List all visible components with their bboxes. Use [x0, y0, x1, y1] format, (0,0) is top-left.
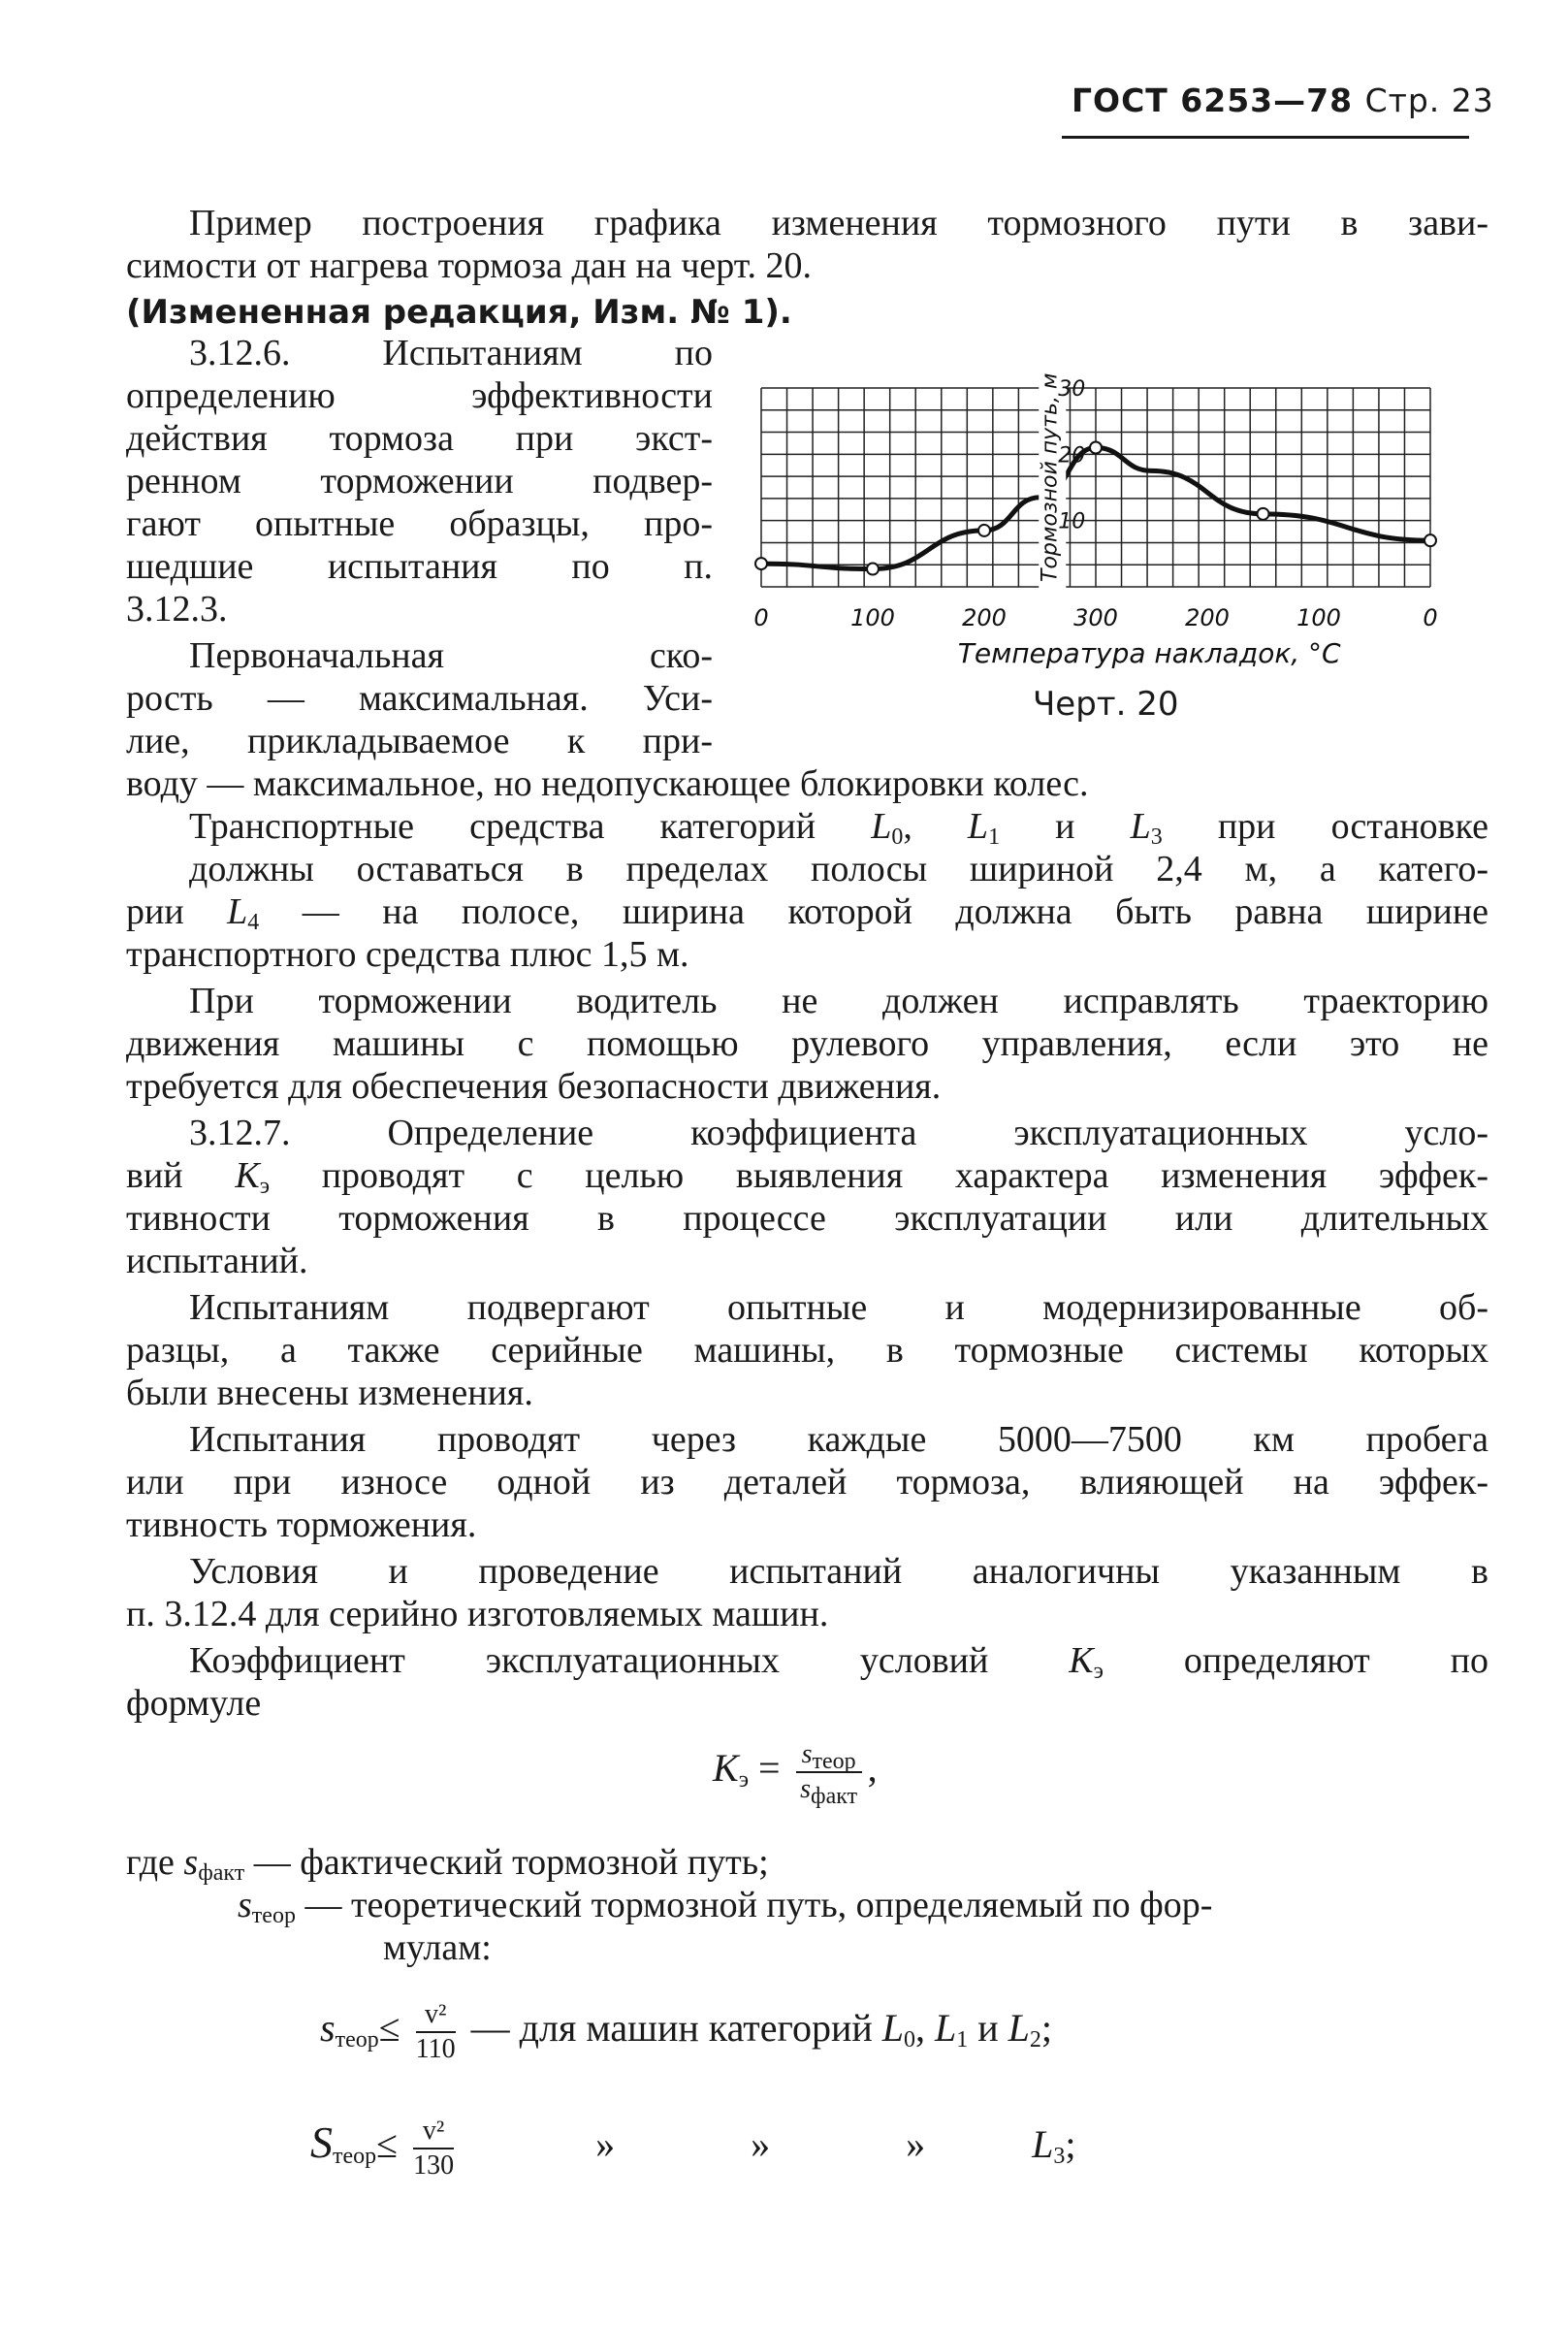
x-tick-label: 200 [962, 604, 1007, 631]
left-col-line-2: определению эффективности [126, 375, 713, 416]
p6-line-2: или при износе одной из деталей тормоза, влияющей на эффек- [126, 1462, 1488, 1503]
data-point [755, 558, 767, 569]
p3-line-1: При торможении водитель не должен исправлять траекторию [189, 981, 1488, 1021]
data-point [1258, 508, 1269, 520]
left-col-line-6: шедшие испытания по п. [126, 546, 713, 587]
braking-distance-chart [737, 359, 1455, 669]
p8-line-2: формуле [126, 1683, 262, 1724]
figure-20 [737, 359, 1455, 737]
left-col-line-4: ренном торможении подвер- [126, 461, 713, 501]
standard-number: ГОСТ 6253—78 [1072, 81, 1354, 119]
left-col-line-3: действия тормоза при экст- [126, 418, 713, 459]
p4-line-1: 3.12.7. Определение коэффициента эксплуатационных усло- [189, 1113, 1488, 1153]
page-header [1072, 81, 1494, 119]
p5-line-1: Испытаниям подвергают опытные и модернизированные об- [189, 1287, 1488, 1328]
p1-tail: воду — максимальное, но недопускающее блокировки колес. [126, 763, 1089, 804]
data-point [867, 564, 879, 575]
fraction: $\frac{s_{теор}}{s_{факт}}$ [796, 1738, 862, 1806]
x-tick-label: 200 [1185, 604, 1230, 631]
p2-line-3: рии $L_4$ — на полосе, ширина которой должна быть равна ширине [126, 891, 1489, 935]
left-col-line-1: 3.12.6. Испытаниям по [189, 333, 713, 373]
p4-line-4: испытаний. [126, 1241, 308, 1281]
header-rule [1062, 136, 1469, 139]
page-number: Стр. 23 [1364, 81, 1494, 119]
p6-line-3: тивность торможения. [126, 1504, 477, 1545]
p8-line-1: Коэффициент эксплуатационных условий $K_э$ определяют по [189, 1640, 1488, 1684]
left-col-line-5: гают опытные образцы, про- [126, 503, 713, 544]
p4-line-2: вий $K_э$ проводят с целью выявления характера изменения эффек- [126, 1155, 1489, 1199]
p6-line-1: Испытания проводят через каждые 5000—7500 км пробега [189, 1419, 1488, 1460]
p2-line-1: Транспортные средства категорий $L_0$, $L_1$ и $L_3$ при остановке [189, 806, 1488, 850]
x-axis-label: Температура накладок, °С [957, 637, 1341, 669]
y-tick-label: 10 [1058, 509, 1086, 534]
def-s-teor: $s_{теор}$ — теоретический тормозной путь, определяемый по фор- [238, 1885, 1213, 1928]
data-point [1090, 442, 1102, 454]
p3-line-3: требуется для обеспечения безопасности движения. [126, 1066, 942, 1107]
p5-line-2: разцы, а также серийные машины, в тормозные системы которых [126, 1330, 1488, 1371]
p5-line-3: были внесены изменения. [126, 1373, 533, 1413]
formula-2: $S_{теор}\le$ $\frac{\text{v²}}{130}$ » » » $L_3$; [310, 2116, 1076, 2181]
intro-line-1: Пример построения графика изменения тормозного пути в зави- [189, 203, 1488, 243]
x-tick-label: 0 [753, 604, 769, 631]
left-col-line-10: лие, прикладываемое к при- [126, 721, 713, 761]
left-col-line-7: 3.12.3. [126, 589, 228, 630]
p7-line-2: п. 3.12.4 для серийно изготовляемых машин. [126, 1594, 829, 1634]
formula-k-e: $K_э$ = $\frac{s_{теор}}{s_{факт}}$ , [713, 1739, 878, 1809]
x-tick-label: 100 [850, 604, 895, 631]
left-col-line-9: рость — максимальная. Уси- [126, 678, 713, 719]
p4-line-3: тивности торможения в процессе эксплуатации или длительных [126, 1198, 1488, 1239]
y-tick-label: 20 [1058, 443, 1086, 469]
p2-line-2: должны оставаться в пределах полосы шириной 2,4 м, а катего- [189, 849, 1488, 889]
intro-line-2: симости от нагрева тормоза дан на черт. 20. [126, 245, 812, 286]
left-col-line-8: Первоначальная ско- [189, 635, 713, 676]
p3-line-2: движения машины с помощью рулевого управления, если это не [126, 1023, 1488, 1064]
figure-caption: Черт. 20 [1033, 685, 1179, 724]
formula-1: $s_{теор}\le$ $\frac{\text{v²}}{110}$ — для машин категорий $L_0$, $L_1$ и $L_2$; [320, 1999, 1053, 2064]
p7-line-1: Условия и проведение испытаний аналогичны указанным в [189, 1551, 1488, 1592]
data-point [1424, 534, 1436, 546]
data-point [978, 525, 990, 536]
amendment-note: (Измененная редакция, Изм. № 1). [126, 293, 792, 332]
y-axis-label: Тормозной путь, м [1038, 372, 1063, 582]
x-tick-label: 300 [1073, 604, 1118, 631]
def-s-fact: где $s_{факт}$ — фактический тормозной путь; [126, 1842, 769, 1886]
y-tick-label: 30 [1058, 377, 1086, 402]
def-tail: мулам: [383, 1927, 492, 1968]
p2-line-4: транспортного средства плюс 1,5 м. [126, 934, 689, 975]
x-tick-label: 0 [1423, 604, 1438, 631]
x-tick-label: 100 [1296, 604, 1341, 631]
